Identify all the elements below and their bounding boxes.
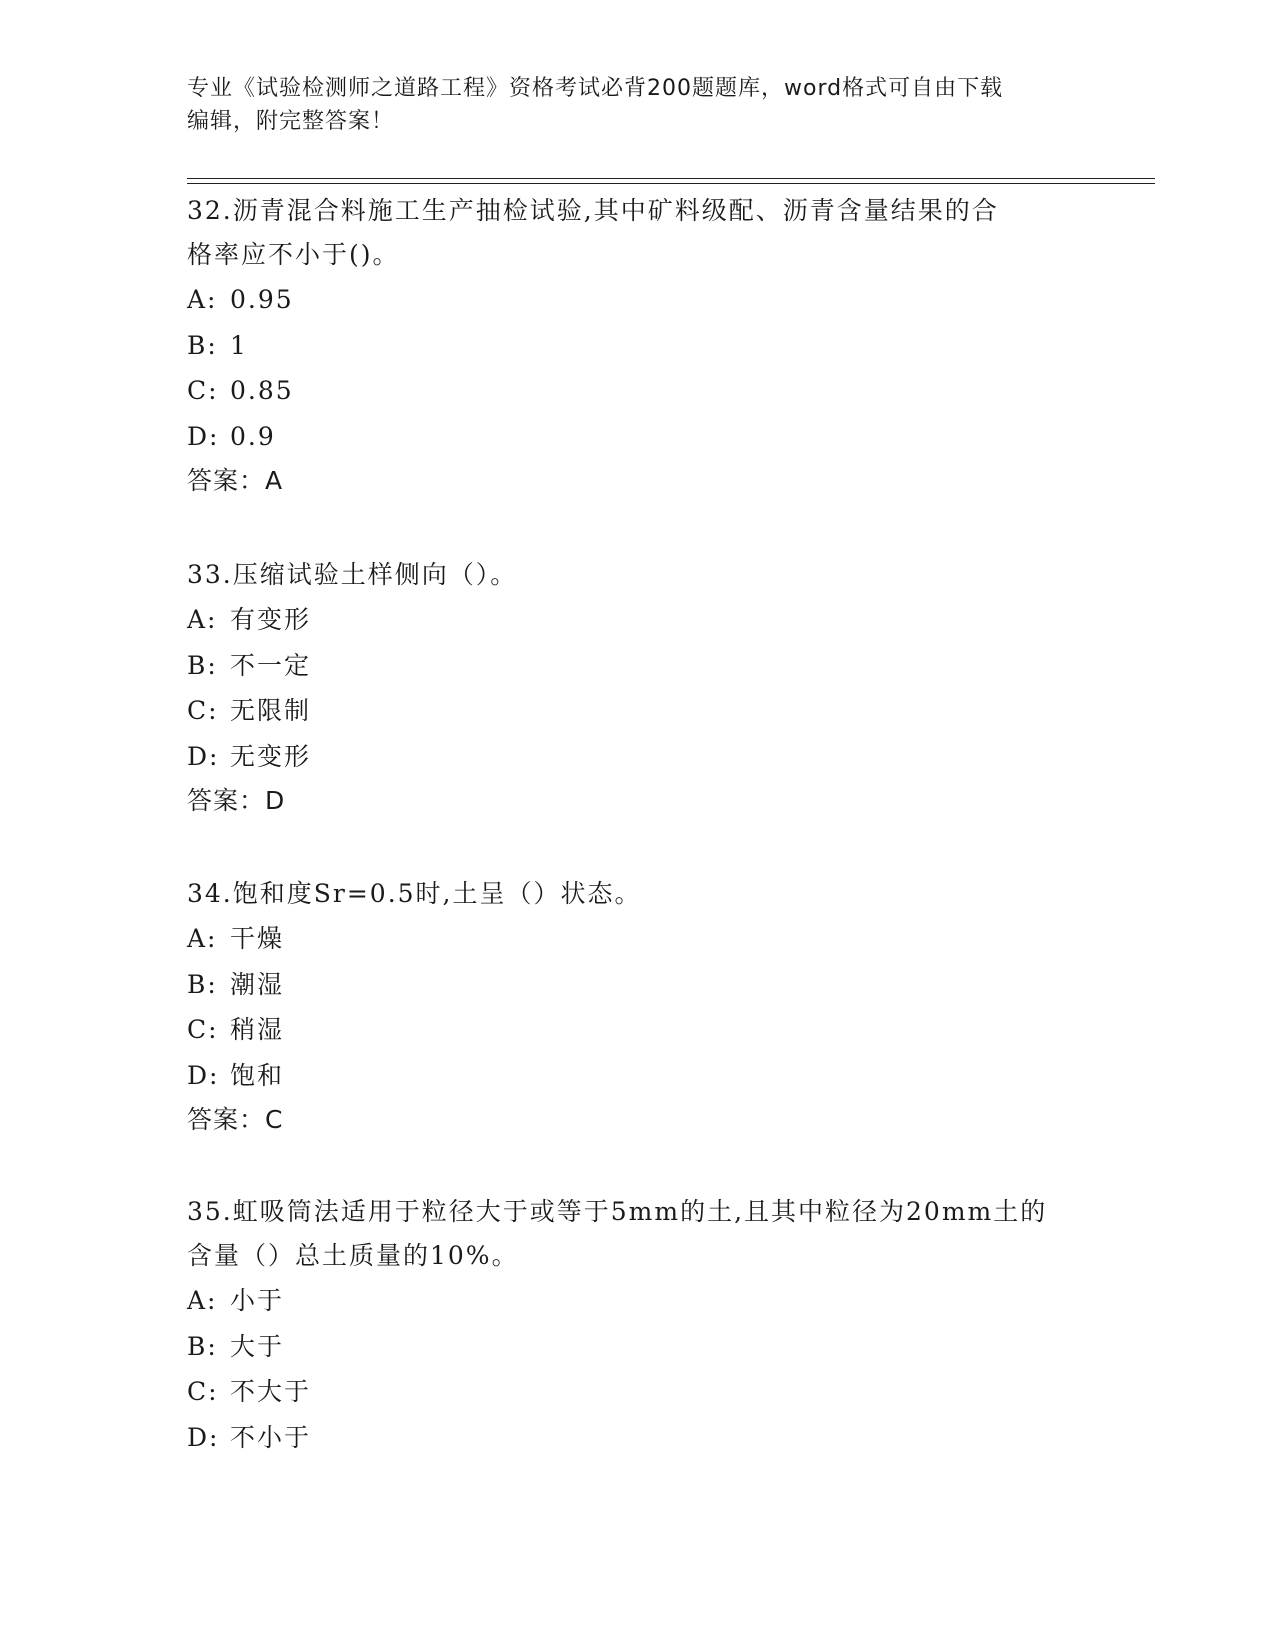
option-text: 不小于 <box>230 1422 312 1452</box>
option-text: 饱和 <box>230 1060 285 1090</box>
question-stem-line: 34.饱和度Sr=0.5时,土呈（）状态。 <box>187 879 642 908</box>
question-stem-line: 35.虹吸筒法适用于粒径大于或等于5mm的土,且其中粒径为20mm土的 <box>187 1197 1048 1226</box>
question-stem-line: 含量（）总土质量的10%。 <box>187 1241 519 1270</box>
option-text: 潮湿 <box>230 969 285 999</box>
option-a <box>187 277 1067 323</box>
option-label: C: <box>187 696 219 725</box>
option-label: D: <box>187 421 220 451</box>
question-stem-line: 33.压缩试验土样侧向（）。 <box>187 560 518 589</box>
option-d <box>187 1415 1067 1461</box>
option-label: A: <box>187 924 218 953</box>
option-text: 稍湿 <box>230 1015 285 1044</box>
question-stem-line: 格率应不小于()。 <box>187 240 400 269</box>
option-text: 0.85 <box>230 376 294 405</box>
header-divider-top <box>187 178 1155 179</box>
option-label: A: <box>187 605 218 634</box>
option-b <box>187 1324 1067 1370</box>
option-d <box>187 414 1067 460</box>
option-label: D: <box>187 1422 220 1452</box>
option-text: 无变形 <box>230 741 312 771</box>
option-text: 干燥 <box>230 924 285 953</box>
option-label: C: <box>187 1377 219 1406</box>
header-divider-bottom <box>187 183 1155 184</box>
option-text: 有变形 <box>230 605 312 634</box>
option-a <box>187 597 1067 643</box>
question-35 <box>187 1190 1067 1460</box>
option-b <box>187 643 1067 689</box>
answer-line: 答案：A <box>187 466 284 495</box>
option-text: 大于 <box>230 1331 285 1361</box>
option-text: 0.95 <box>230 285 294 314</box>
option-label: A: <box>187 1286 218 1315</box>
option-label: B: <box>187 330 218 360</box>
option-label: B: <box>187 969 218 999</box>
option-text: 无限制 <box>230 696 312 725</box>
option-b <box>187 962 1067 1008</box>
option-label: D: <box>187 741 220 771</box>
answer-line: 答案：D <box>187 786 286 815</box>
option-label: B: <box>187 650 218 680</box>
question-34 <box>187 872 1067 1142</box>
option-c <box>187 1007 1067 1053</box>
option-label: C: <box>187 376 219 405</box>
header-line-1: 专业《试验检测师之道路工程》资格考试必背200题题库，word格式可自由下载 <box>187 76 1004 101</box>
question-stem <box>187 189 1067 277</box>
option-text: 1 <box>230 330 248 360</box>
option-label: A: <box>187 285 218 314</box>
option-label: D: <box>187 1060 220 1090</box>
option-label: B: <box>187 1331 218 1361</box>
option-text: 0.9 <box>230 421 276 451</box>
question-stem <box>187 1190 1067 1278</box>
header-line-2: 编辑，附完整答案！ <box>187 109 395 134</box>
option-text: 不一定 <box>230 650 312 680</box>
question-stem <box>187 872 1067 916</box>
document-header <box>187 72 1067 138</box>
option-b <box>187 323 1067 369</box>
option-c <box>187 368 1067 414</box>
option-text: 小于 <box>230 1286 285 1315</box>
option-c <box>187 1369 1067 1415</box>
option-c <box>187 688 1067 734</box>
option-d <box>187 1053 1067 1099</box>
option-a <box>187 916 1067 962</box>
option-a <box>187 1278 1067 1324</box>
question-stem <box>187 553 1067 597</box>
question-32 <box>187 189 1067 503</box>
option-label: C: <box>187 1015 219 1044</box>
option-text: 不大于 <box>230 1377 312 1406</box>
option-d <box>187 734 1067 780</box>
answer-line: 答案：C <box>187 1105 284 1134</box>
question-stem-line: 32.沥青混合料施工生产抽检试验,其中矿料级配、沥青含量结果的合 <box>187 196 999 225</box>
question-33 <box>187 553 1067 823</box>
